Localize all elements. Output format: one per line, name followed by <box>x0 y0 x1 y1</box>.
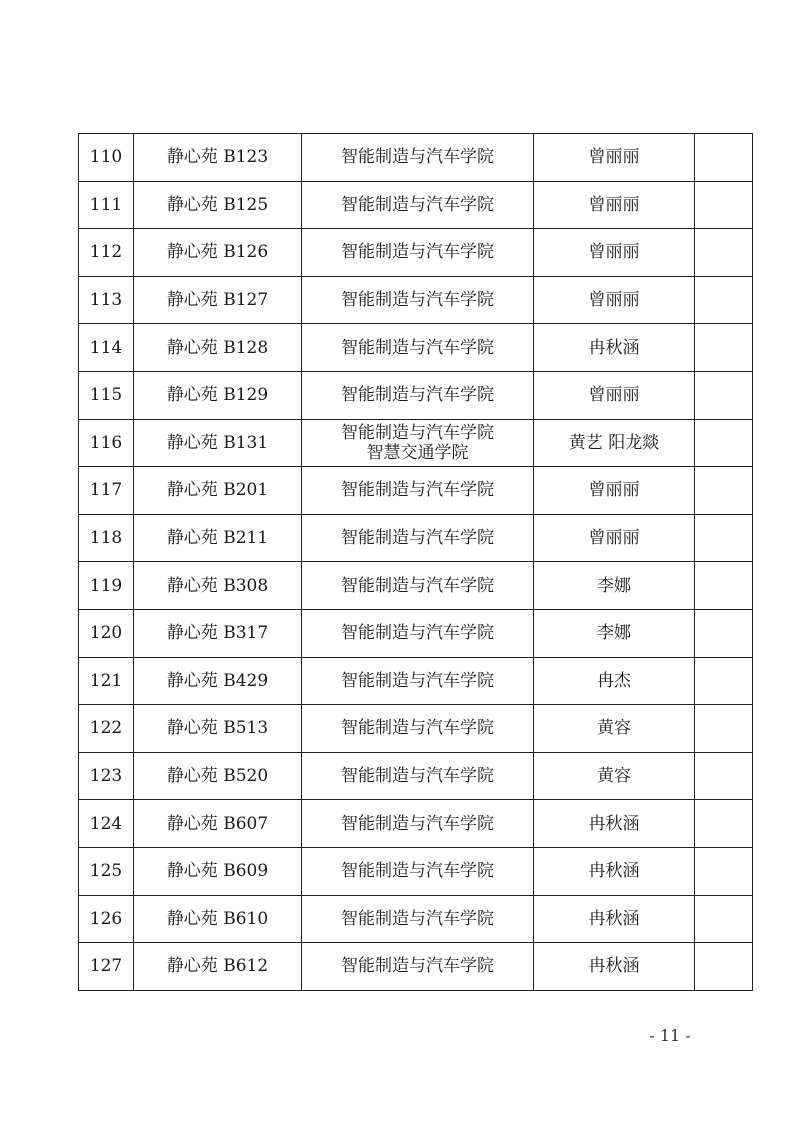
row-number-cell: 115 <box>79 371 134 419</box>
note-cell <box>695 324 753 372</box>
person-cell: 冉杰 <box>534 657 695 705</box>
person-cell: 曾丽丽 <box>534 514 695 562</box>
room-assignment-table <box>78 133 753 991</box>
person-cell: 冉秋涵 <box>534 847 695 895</box>
room-cell: 静心苑 B129 <box>134 371 302 419</box>
room-cell: 静心苑 B610 <box>134 895 302 943</box>
college-name: 智能制造与汽车学院 <box>341 147 494 168</box>
college-name: 智能制造与汽车学院 <box>341 575 494 596</box>
person-cell: 黄艺 阳龙燚 <box>534 419 695 467</box>
note-cell <box>695 134 753 182</box>
room-cell: 静心苑 B126 <box>134 229 302 277</box>
row-number-cell: 121 <box>79 657 134 705</box>
table-row <box>79 752 753 800</box>
college-cell <box>302 181 534 229</box>
room-cell: 静心苑 B513 <box>134 705 302 753</box>
college-name: 智能制造与汽车学院 <box>341 956 494 977</box>
college-name: 智能制造与汽车学院 <box>341 337 494 358</box>
room-cell: 静心苑 B612 <box>134 943 302 991</box>
person-cell: 曾丽丽 <box>534 181 695 229</box>
note-cell <box>695 229 753 277</box>
row-number-cell: 127 <box>79 943 134 991</box>
table-row <box>79 847 753 895</box>
table-row <box>79 134 753 182</box>
person-cell: 曾丽丽 <box>534 276 695 324</box>
college-cell <box>302 276 534 324</box>
college-name: 智能制造与汽车学院 <box>341 766 494 787</box>
table-row <box>79 467 753 515</box>
person-cell: 曾丽丽 <box>534 134 695 182</box>
college-cell <box>302 514 534 562</box>
person-cell: 冉秋涵 <box>534 895 695 943</box>
note-cell <box>695 943 753 991</box>
table-row <box>79 181 753 229</box>
table-row <box>79 371 753 419</box>
person-cell: 黄容 <box>534 705 695 753</box>
person-cell: 李娜 <box>534 609 695 657</box>
row-number-cell: 120 <box>79 609 134 657</box>
row-number-cell: 114 <box>79 324 134 372</box>
room-cell: 静心苑 B607 <box>134 800 302 848</box>
person-cell: 冉秋涵 <box>534 324 695 372</box>
table-row <box>79 419 753 467</box>
table-row <box>79 609 753 657</box>
table-row <box>79 229 753 277</box>
row-number-cell: 110 <box>79 134 134 182</box>
note-cell <box>695 181 753 229</box>
room-cell: 静心苑 B131 <box>134 419 302 467</box>
college-cell <box>302 229 534 277</box>
table-row <box>79 943 753 991</box>
college-cell <box>302 752 534 800</box>
college-name: 智慧交通学院 <box>366 442 469 463</box>
college-cell <box>302 134 534 182</box>
row-number-cell: 117 <box>79 467 134 515</box>
college-name: 智能制造与汽车学院 <box>341 528 494 549</box>
college-cell <box>302 324 534 372</box>
table-row <box>79 657 753 705</box>
row-number-cell: 111 <box>79 181 134 229</box>
college-name: 智能制造与汽车学院 <box>341 813 494 834</box>
note-cell <box>695 800 753 848</box>
row-number-cell: 112 <box>79 229 134 277</box>
table-row <box>79 895 753 943</box>
room-cell: 静心苑 B128 <box>134 324 302 372</box>
college-name: 智能制造与汽车学院 <box>341 623 494 644</box>
person-cell: 冉秋涵 <box>534 943 695 991</box>
row-number-cell: 124 <box>79 800 134 848</box>
college-cell <box>302 419 534 467</box>
college-name: 智能制造与汽车学院 <box>341 194 494 215</box>
note-cell <box>695 895 753 943</box>
college-cell <box>302 705 534 753</box>
college-cell <box>302 847 534 895</box>
table-row <box>79 562 753 610</box>
college-cell <box>302 800 534 848</box>
table-row <box>79 800 753 848</box>
person-cell: 曾丽丽 <box>534 371 695 419</box>
room-cell: 静心苑 B308 <box>134 562 302 610</box>
note-cell <box>695 276 753 324</box>
room-cell: 静心苑 B317 <box>134 609 302 657</box>
note-cell <box>695 847 753 895</box>
college-cell <box>302 895 534 943</box>
room-cell: 静心苑 B520 <box>134 752 302 800</box>
note-cell <box>695 514 753 562</box>
room-cell: 静心苑 B201 <box>134 467 302 515</box>
note-cell <box>695 419 753 467</box>
table-row <box>79 514 753 562</box>
room-cell: 静心苑 B125 <box>134 181 302 229</box>
row-number-cell: 123 <box>79 752 134 800</box>
college-cell <box>302 609 534 657</box>
row-number-cell: 125 <box>79 847 134 895</box>
college-name: 智能制造与汽车学院 <box>341 290 494 311</box>
person-cell: 冉秋涵 <box>534 800 695 848</box>
room-cell: 静心苑 B127 <box>134 276 302 324</box>
table-body <box>79 134 753 991</box>
page-number: - 11 - <box>649 1026 691 1045</box>
row-number-cell: 119 <box>79 562 134 610</box>
college-name: 智能制造与汽车学院 <box>341 480 494 501</box>
table-row <box>79 276 753 324</box>
row-number-cell: 116 <box>79 419 134 467</box>
row-number-cell: 122 <box>79 705 134 753</box>
row-number-cell: 118 <box>79 514 134 562</box>
person-cell: 曾丽丽 <box>534 229 695 277</box>
person-cell: 李娜 <box>534 562 695 610</box>
note-cell <box>695 609 753 657</box>
college-cell <box>302 943 534 991</box>
college-cell <box>302 467 534 515</box>
college-name: 智能制造与汽车学院 <box>341 718 494 739</box>
note-cell <box>695 657 753 705</box>
college-cell <box>302 562 534 610</box>
college-name: 智能制造与汽车学院 <box>341 422 494 443</box>
row-number-cell: 113 <box>79 276 134 324</box>
room-cell: 静心苑 B211 <box>134 514 302 562</box>
college-name: 智能制造与汽车学院 <box>341 908 494 929</box>
room-cell: 静心苑 B609 <box>134 847 302 895</box>
college-name: 智能制造与汽车学院 <box>341 385 494 406</box>
person-cell: 曾丽丽 <box>534 467 695 515</box>
note-cell <box>695 752 753 800</box>
college-cell <box>302 657 534 705</box>
note-cell <box>695 562 753 610</box>
room-cell: 静心苑 B123 <box>134 134 302 182</box>
person-cell: 黄容 <box>534 752 695 800</box>
college-name: 智能制造与汽车学院 <box>341 861 494 882</box>
row-number-cell: 126 <box>79 895 134 943</box>
note-cell <box>695 371 753 419</box>
college-name: 智能制造与汽车学院 <box>341 670 494 691</box>
room-cell: 静心苑 B429 <box>134 657 302 705</box>
college-cell <box>302 371 534 419</box>
note-cell <box>695 705 753 753</box>
table-row <box>79 705 753 753</box>
note-cell <box>695 467 753 515</box>
college-name: 智能制造与汽车学院 <box>341 242 494 263</box>
table-row <box>79 324 753 372</box>
